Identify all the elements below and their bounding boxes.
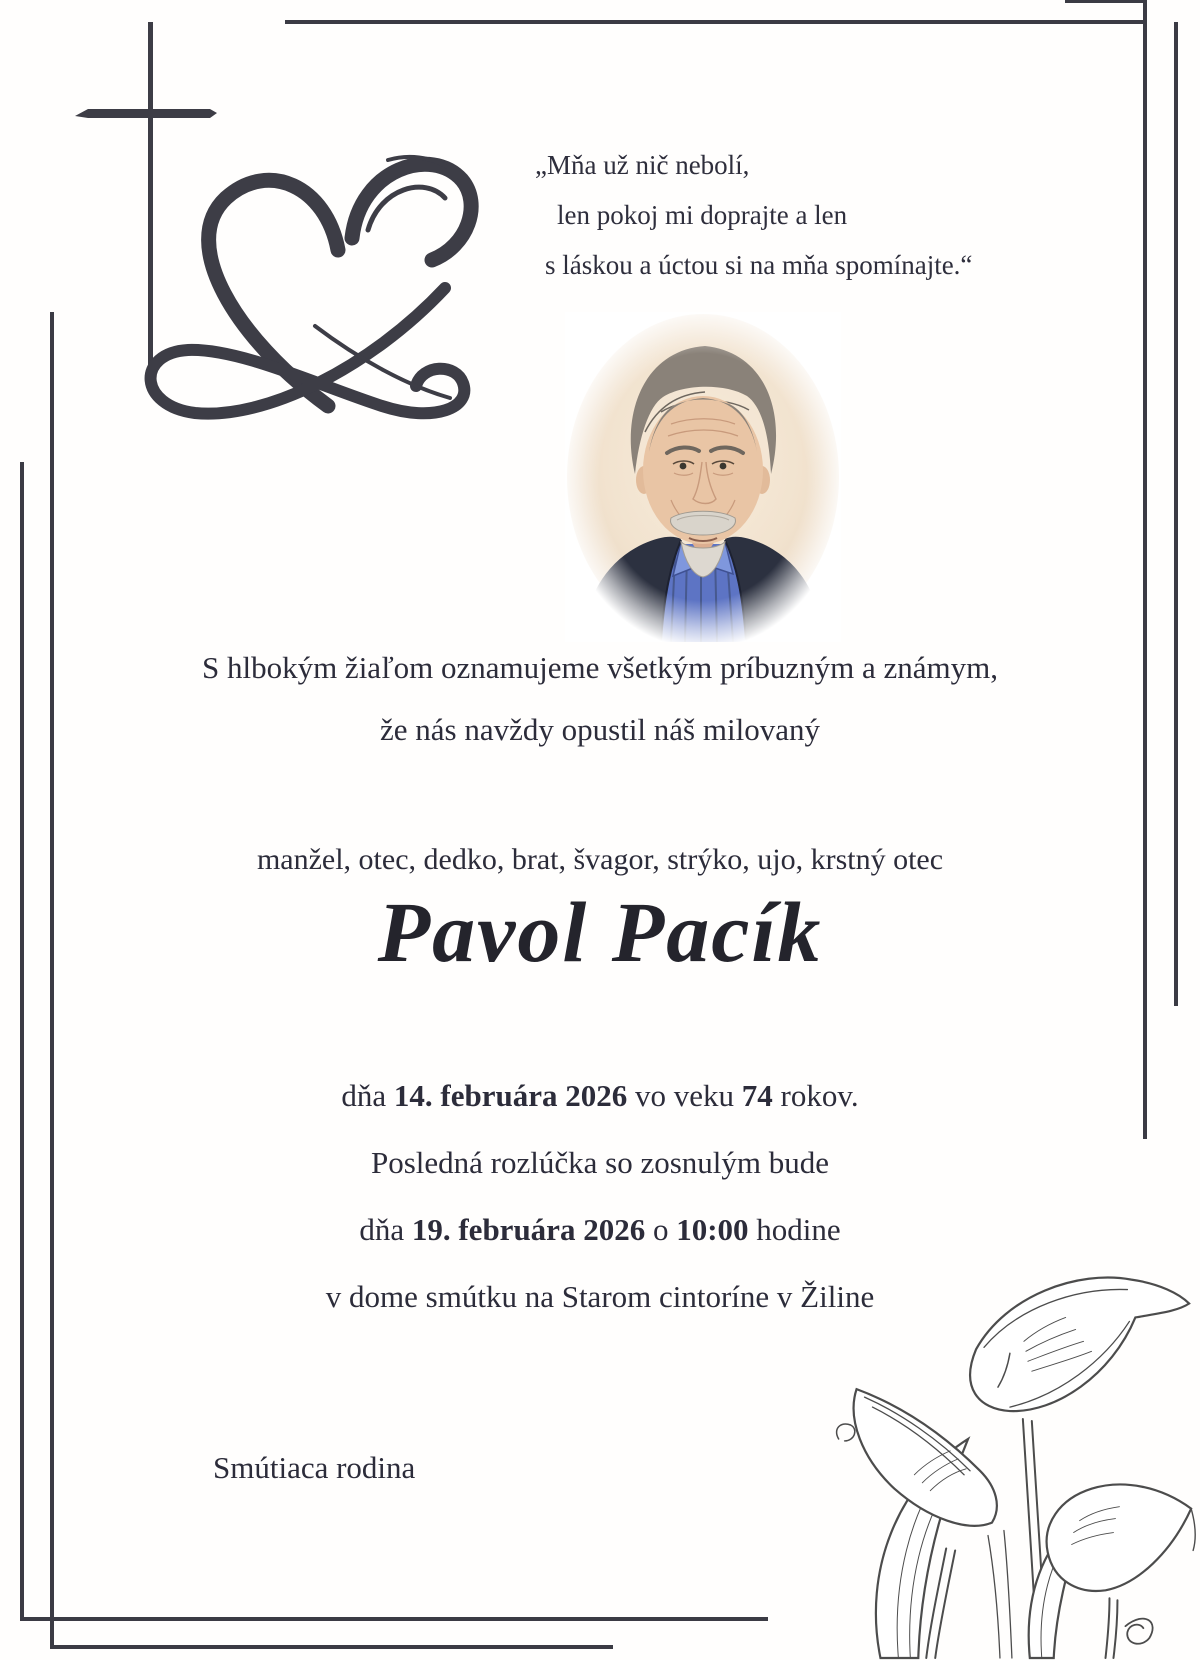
farewell-date-line: dňa 19. februára 2026 o 10:00 hodine	[359, 1212, 841, 1247]
farewell-place-line: v dome smútku na Starom cintoríne v Žiline	[325, 1279, 875, 1314]
calla-lilies-icon	[780, 1192, 1200, 1660]
quote-line-3: s láskou a úctou si na mňa spomínajte.“	[545, 250, 973, 280]
frame-line-bottom-upper-horizontal	[20, 1617, 768, 1621]
cross-and-heart-icon	[30, 8, 480, 453]
deceased-name: Pavol Pacík	[377, 884, 823, 980]
announcement-line-1: S hlbokým žiaľom oznamujeme všetkým príbuzným a známym,	[201, 650, 999, 685]
quote-line-2: len pokoj mi doprajte a len	[557, 200, 848, 230]
quote-line-1: „Mňa už nič nebolí,	[535, 150, 750, 180]
memorial-quote	[535, 140, 972, 290]
relations-line: manžel, otec, dedko, brat, švagor, strýko, ujo, krstný otec	[256, 843, 944, 876]
death-date-line: dňa 14. februára 2026 vo veku 74 rokov.	[341, 1078, 859, 1113]
frame-line-left-outer-vertical	[20, 462, 24, 1621]
mourning-family-signature: Smútiaca rodina	[213, 1450, 416, 1485]
frame-line-bottom-lower-horizontal	[50, 1645, 613, 1649]
farewell-intro-line: Posledná rozlúčka so zosnulým bude	[370, 1145, 830, 1180]
announcement-line-2: že nás navždy opustil náš milovaný	[380, 712, 820, 747]
frame-line-top-edge-segment	[1065, 0, 1146, 3]
portrait-photo	[565, 312, 841, 642]
